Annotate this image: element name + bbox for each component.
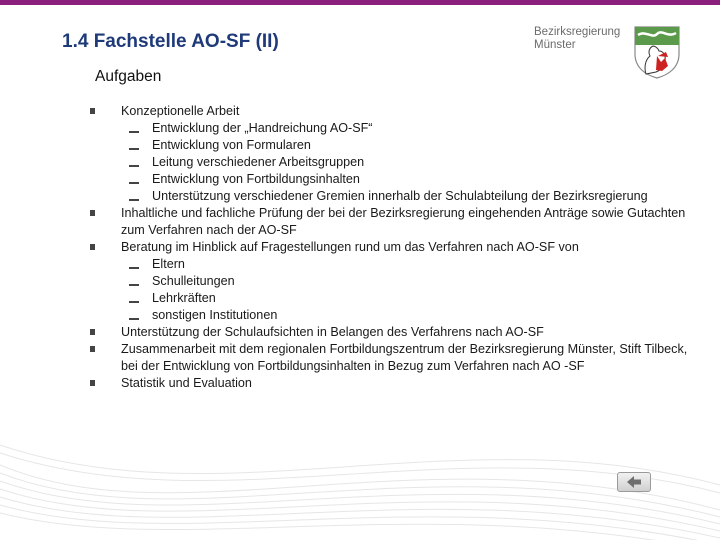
- bullet-marker: [90, 380, 95, 386]
- dash-marker: [129, 165, 139, 167]
- sub-item-text: Leitung verschiedener Arbeitsgruppen: [152, 155, 365, 169]
- sub-item: [121, 256, 698, 273]
- sub-item: [121, 307, 698, 324]
- slide-title: 1.4 Fachstelle AO-SF (II): [62, 31, 279, 52]
- bullet-text: Beratung im Hinblick auf Fragestellungen rund um das Verfahren nach AO-SF von: [121, 240, 579, 254]
- bullet-item: [88, 205, 698, 239]
- dash-marker: [129, 267, 139, 269]
- bullet-list: [88, 103, 698, 392]
- sub-item: [121, 120, 698, 137]
- sub-item-text: Eltern: [152, 257, 185, 271]
- dash-marker: [129, 148, 139, 150]
- bullet-text: Konzeptionelle Arbeit: [121, 104, 240, 118]
- sub-item-text: sonstigen Institutionen: [152, 308, 278, 322]
- bullet-item: [88, 375, 698, 392]
- dash-marker: [129, 301, 139, 303]
- bullet-item: [88, 341, 698, 375]
- sub-item: [121, 273, 698, 290]
- sub-item-text: Schulleitungen: [152, 274, 235, 288]
- bullet-text: Statistik und Evaluation: [121, 376, 252, 390]
- bullet-marker: [90, 108, 95, 114]
- bullet-item: [88, 324, 698, 341]
- sub-item: [121, 188, 698, 205]
- sub-item-text: Unterstützung verschiedener Gremien innerhalb der Schulabteilung der Bezirksregierung: [152, 189, 648, 203]
- nrw-crest-icon: [632, 24, 682, 80]
- decorative-waves: [0, 425, 720, 540]
- bullet-item: [88, 239, 698, 324]
- bullet-item: [88, 103, 698, 205]
- bullet-text: Unterstützung der Schulaufsichten in Belangen des Verfahrens nach AO-SF: [121, 325, 544, 339]
- sub-item: [121, 290, 698, 307]
- sub-item: [121, 137, 698, 154]
- bullet-marker: [90, 210, 95, 216]
- logo-line-2: Münster: [534, 39, 576, 51]
- dash-marker: [129, 284, 139, 286]
- bullet-marker: [90, 329, 95, 335]
- dash-marker: [129, 182, 139, 184]
- dash-marker: [129, 131, 139, 133]
- dash-marker: [129, 199, 139, 201]
- sub-list: [121, 256, 698, 324]
- sub-list: [121, 120, 698, 205]
- back-arrow-icon: [626, 476, 642, 488]
- bullet-text: Inhaltliche und fachliche Prüfung der bei der Bezirksregierung eingehenden Anträge sowie Gutachten zum Verfahren nach der AO-SF: [121, 206, 686, 237]
- bullet-text: Zusammenarbeit mit dem regionalen Fortbildungszentrum der Bezirksregierung Münster, Stift Tilbeck, bei der Entwicklung von Fortbildungsinhalten in Bezug zum Verfahren nach AO -SF: [121, 342, 688, 373]
- dash-marker: [129, 318, 139, 320]
- sub-item-text: Lehrkräften: [152, 291, 216, 305]
- bullet-marker: [90, 346, 95, 352]
- sub-item-text: Entwicklung von Fortbildungsinhalten: [152, 172, 360, 186]
- sub-item: [121, 171, 698, 188]
- sub-item-text: Entwicklung von Formularen: [152, 138, 311, 152]
- section-heading: Aufgaben: [95, 68, 162, 85]
- bullet-marker: [90, 244, 95, 250]
- back-button[interactable]: [617, 472, 651, 492]
- sub-item-text: Entwicklung der „Handreichung AO-SF“: [152, 121, 373, 135]
- logo-line-1: Bezirksregierung: [534, 26, 621, 38]
- logo-text: [534, 26, 620, 52]
- top-accent-bar: [0, 0, 720, 5]
- sub-item: [121, 154, 698, 171]
